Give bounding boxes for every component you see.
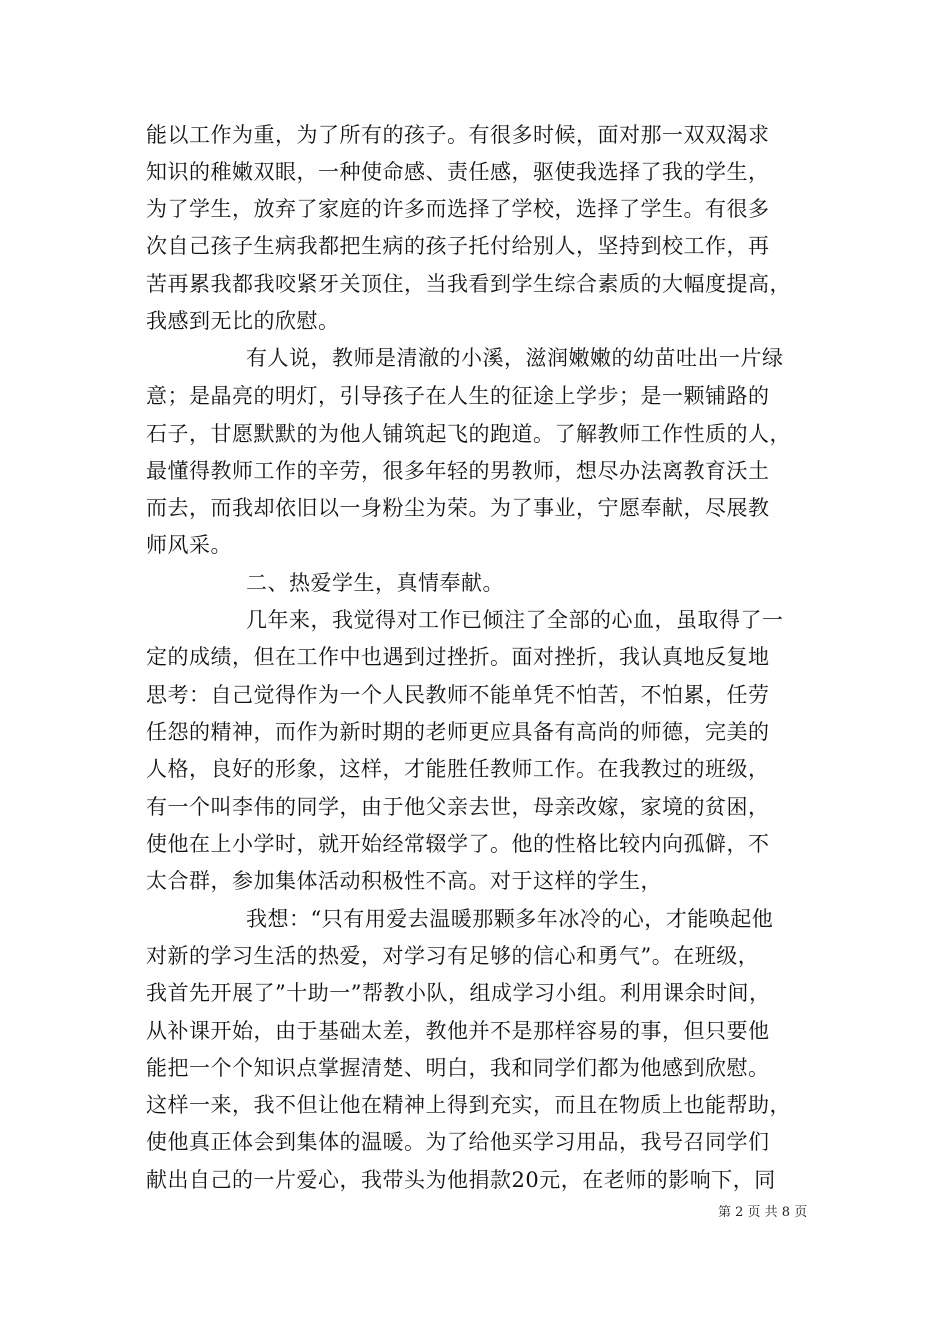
paragraph-start-line: 我想：“只有用爱去温暖那颗多年冰冷的心，才能唤起他: [246, 907, 774, 931]
text-line: 次自己孩子生病我都把生病的孩子托付给别人，坚持到校工作，再: [146, 234, 770, 258]
text-line: 能以工作为重，为了所有的孩子。有很多时候，面对那一双双渴求: [146, 123, 770, 147]
text-line: 而去，而我却依旧以一身粉尘为荣。为了事业，宁愿奉献，尽展教: [146, 496, 770, 520]
text-line: 苦再累我都我咬紧牙关顶住，当我看到学生综合素质的大幅度提高，: [146, 272, 791, 296]
text-line: 石子，甘愿默默的为他人铺筑起飞的跑道。了解教师工作性质的人，: [146, 422, 791, 446]
text-line: 思考：自己觉得作为一个人民教师不能单凭不怕苦，不怕累，任劳: [146, 683, 770, 707]
text-line: 知识的稚嫩双眼，一种使命感、责任感，驱使我选择了我的学生，: [146, 160, 770, 184]
text-line: 人格，良好的形象，这样，才能胜任教师工作。在我教过的班级，: [146, 757, 770, 781]
text-line: 有一个叫李伟的同学，由于他父亲去世，母亲改嫁，家境的贫困，: [146, 795, 770, 819]
paragraph-start-line: 有人说，教师是清澈的小溪，滋润嫩嫩的幼苗吐出一片绿: [246, 346, 784, 370]
page-number-footer: 第 2 页 共 8 页: [718, 1205, 808, 1220]
text-line: 我首先开展了”十助一”帮教小队，组成学习小组。利用课余时间，: [146, 981, 771, 1005]
text-line: 为了学生，放弃了家庭的许多而选择了学校，选择了学生。有很多: [146, 197, 770, 221]
text-line: 从补课开始，由于基础太差，教他并不是那样容易的事，但只要他: [146, 1019, 770, 1043]
text-line: 献出自己的一片爱心，我带头为他捐款20元，在老师的影响下，同: [146, 1168, 776, 1192]
section-heading: 二、热爱学生，真情奉献。: [246, 571, 504, 595]
text-line: 师风采。: [146, 533, 232, 557]
text-line: 使他真正体会到集体的温暖。为了给他买学习用品，我号召同学们: [146, 1130, 770, 1154]
paragraph-start-line: 几年来，我觉得对工作已倾注了全部的心血，虽取得了一: [246, 608, 784, 632]
text-line: 最懂得教师工作的辛劳，很多年轻的男教师，想尽办法离教育沃土: [146, 459, 770, 483]
text-line: 任怨的精神，而作为新时期的老师更应具备有高尚的师德，完美的: [146, 720, 770, 744]
text-line: 能把一个个知识点掌握清楚、明白，我和同学们都为他感到欣慰。: [146, 1056, 770, 1080]
text-line: 我感到无比的欣慰。: [146, 309, 340, 333]
text-line: 定的成绩，但在工作中也遇到过挫折。面对挫折，我认真地反复地: [146, 645, 770, 669]
text-line: 使他在上小学时，就开始经常辍学了。他的性格比较内向孤僻，不: [146, 832, 770, 856]
text-line: 对新的学习生活的热爱，对学习有足够的信心和勇气”。在班级，: [146, 944, 760, 968]
text-line: 太合群，参加集体活动积极性不高。对于这样的学生，: [146, 869, 662, 893]
text-line: 这样一来，我不但让他在精神上得到充实，而且在物质上也能帮助，: [146, 1093, 791, 1117]
text-line: 意；是晶亮的明灯，引导孩子在人生的征途上学步；是一颗铺路的: [146, 384, 770, 408]
